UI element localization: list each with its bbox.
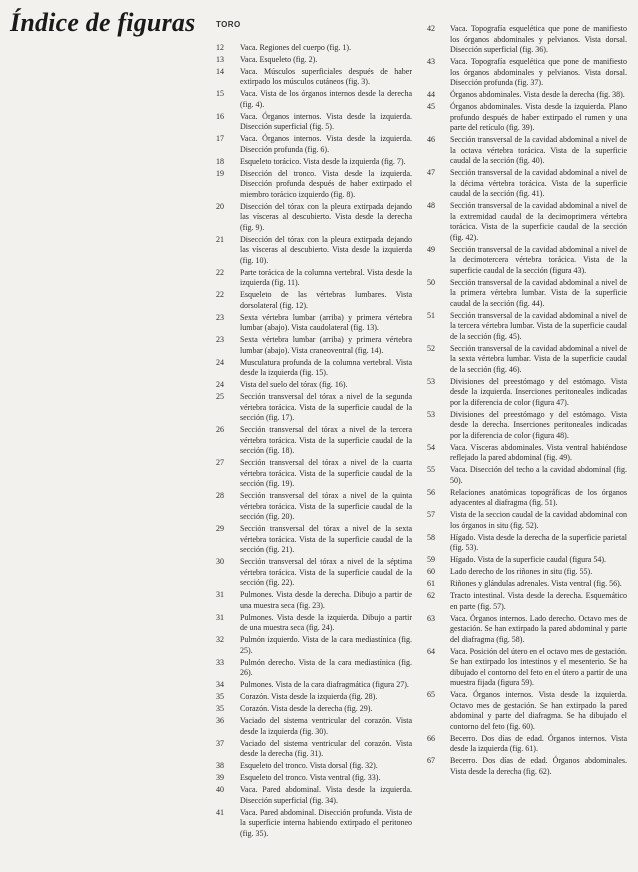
- page-number: 35: [216, 704, 224, 713]
- page-number: 62: [427, 591, 435, 600]
- figure-index-entry: [216, 704, 412, 715]
- figure-index-entry: [427, 488, 627, 509]
- figure-index-entry: [216, 67, 412, 88]
- figure-index-entry: [216, 268, 412, 289]
- page-number: 59: [427, 555, 435, 564]
- figure-caption: Sexta vértebra lumbar (arriba) y primera vértebra lumbar (abajo). Vista craneoventral (fig. 14).: [240, 335, 412, 355]
- figure-caption: Vaca. Órganos internos. Lado derecho. Octavo mes de gestación. Se han extirpado la pared abdominal y parte del diafragma (fig. 58).: [450, 613, 627, 644]
- page-number: 56: [427, 487, 435, 497]
- page-title: Índice de figuras: [10, 8, 196, 37]
- figure-caption: Sección transversal del tórax a nivel de la segunda vértebra torácica. Vista de la superficie caudal de la sección (fig. 17).: [240, 392, 412, 422]
- figure-caption: Relaciones anatómicas topográficas de los órganos adyacentes al diafragma (fig. 51).: [450, 487, 627, 507]
- figure-index-entry: [216, 557, 412, 589]
- figure-index-entry: [216, 290, 412, 311]
- figure-caption: Pulmones. Vista desde la izquierda. Dibujo a partir de una muestra seca (fig. 24).: [240, 612, 412, 632]
- figure-caption: Sección transversal de la cavidad abdominal a nivel de la extremidad caudal de la decimoprimera vértebra torácica. Vista de la superficie caudal de la sección (fig. 42).: [450, 201, 627, 242]
- page-number: 42: [427, 24, 435, 33]
- figure-caption: Vista del suelo del tórax (fig. 16).: [240, 380, 348, 389]
- figure-caption: Esqueleto del tronco. Vista dorsal (fig. 32).: [240, 761, 378, 770]
- figure-caption: Sección transversal del tórax a nivel de la séptima vértebra torácica. Vista de la superficie caudal de la sección (fig. 22).: [240, 557, 412, 587]
- figure-caption: Corazón. Vista desde la izquierda (fig. 28).: [240, 692, 378, 701]
- page-number: 67: [427, 756, 435, 765]
- page-number: 24: [216, 380, 224, 389]
- figure-caption: Divisiones del preestómago y del estómago. Vista desde la derecha. Inserciones peritoneales indicadas por la diferencia de color (figura 48).: [450, 409, 627, 440]
- figure-index-entry: [216, 635, 412, 656]
- figure-index-entry: [427, 278, 627, 310]
- figure-index-entry: [427, 410, 627, 442]
- figure-index-entry: [216, 43, 412, 54]
- page-number: 28: [216, 491, 224, 500]
- page-number: 22: [216, 290, 224, 299]
- page-number: 53: [427, 409, 435, 419]
- right-column: [427, 24, 627, 779]
- figure-index-entry: [216, 590, 412, 611]
- figure-caption: Esqueleto torácico. Vista desde la izquierda (fig. 7).: [240, 156, 406, 166]
- figure-index-entry: [216, 112, 412, 133]
- figure-index-entry: [216, 680, 412, 691]
- figure-caption: Disección del tórax con la pleura extirpada dejando las vísceras al descubierto. Vista desde la derecha (fig. 9).: [240, 201, 412, 232]
- figure-caption: Corazón. Vista desde la derecha (fig. 29).: [240, 704, 373, 713]
- page-number: 34: [216, 680, 224, 689]
- figure-caption: Disección del tórax con la pleura extirpada dejando las vísceras al descubierto. Vista desde la izquierda (fig. 10).: [240, 234, 412, 265]
- figure-caption: Sección transversal de la cavidad abdominal a nivel de la décima vértebra torácica. Vista de la superficie caudal de la sección (fig. 41).: [450, 168, 627, 198]
- figure-index-entry: [427, 344, 627, 376]
- page-number: 66: [427, 733, 435, 743]
- figure-index-entry: [427, 201, 627, 243]
- figure-index-entry: [216, 235, 412, 267]
- figure-index-entry: [427, 90, 627, 101]
- figure-caption: Vaca. Vísceras abdominales. Vista ventral habiéndose reflejado la pared abdominal (fig. 49).: [450, 442, 627, 462]
- page-number: 60: [427, 567, 435, 576]
- figure-index-entry: [427, 102, 627, 134]
- figure-index-entry: [427, 465, 627, 486]
- page-number: 65: [427, 690, 435, 699]
- page-number: 53: [427, 376, 435, 386]
- left-entry-list: [216, 43, 412, 840]
- figure-caption: Órganos abdominales. Vista desde la derecha (fig. 38).: [450, 90, 625, 99]
- figure-index-entry: [216, 202, 412, 234]
- page-number: 48: [427, 201, 435, 210]
- figure-index-entry: [427, 579, 627, 590]
- figure-caption: Vaca. Disección del techo a la cavidad abdominal (fig. 50).: [450, 465, 627, 485]
- figure-caption: Hígado. Vista de la superficie caudal (figura 54).: [450, 555, 606, 564]
- figure-caption: Vista de la seccion caudal de la cavidad abdominal con los órganos in situ (fig. 52).: [450, 510, 627, 530]
- page-number: 38: [216, 761, 224, 770]
- page-number: 57: [427, 510, 435, 519]
- page-number: 41: [216, 807, 224, 817]
- figure-caption: Lado derecho de los riñones in situ (fig. 55).: [450, 567, 593, 576]
- figure-index-entry: [216, 808, 412, 840]
- page-number: 36: [216, 716, 224, 725]
- figure-index-entry: [427, 591, 627, 612]
- page-number: 52: [427, 343, 435, 353]
- figure-index-entry: [216, 785, 412, 806]
- figure-caption: Becerro. Dos días de edad. Órganos abdominales. Vista desde la derecha (fig. 62).: [450, 756, 627, 776]
- figure-caption: Hígado. Vista desde la derecha de la superficie parietal (fig. 53).: [450, 532, 627, 552]
- figure-index-entry: [216, 89, 412, 110]
- page-number: 23: [216, 335, 224, 344]
- figure-caption: Vaca. Pared abdominal. Vista desde la izquierda. Disección superficial (fig. 34).: [240, 785, 412, 805]
- figure-caption: Vaca. Topografía esquelética que pone de manifiesto los órganos abdominales y pelvianos. Vista dorsal. Disección superficial (fig. 36).: [450, 24, 627, 54]
- page-number: 43: [427, 57, 435, 66]
- page-number: 35: [216, 692, 224, 701]
- figure-caption: Sección transversal del tórax a nivel de la sexta vértebra torácica. Vista de la superficie caudal de la sección (fig. 21).: [240, 524, 412, 554]
- figure-caption: Pulmones. Vista de la cara diafragmática (figura 27).: [240, 680, 409, 689]
- figure-caption: Órganos abdominales. Vista desde la izquierda. Plano profundo después de haber extirpado el rumen y una parte del retículo (fig. 39).: [450, 102, 627, 132]
- figure-index-entry: [216, 157, 412, 168]
- page-number: 55: [427, 465, 435, 474]
- page-number: 18: [216, 156, 224, 166]
- figure-index-entry: [427, 443, 627, 464]
- figure-caption: Pulmón izquierdo. Vista de la cara mediastínica (fig. 25).: [240, 635, 412, 655]
- page-number: 30: [216, 557, 224, 566]
- page-number: 21: [216, 234, 224, 244]
- page-number: 25: [216, 392, 224, 401]
- page-number: 20: [216, 201, 224, 211]
- page-number: 31: [216, 612, 224, 622]
- figure-index-entry: [216, 134, 412, 155]
- figure-index-entry: [216, 380, 412, 391]
- figure-caption: Parte torácica de la columna vertebral. Vista desde la izquierda (fig. 11).: [240, 267, 412, 287]
- figure-caption: Disección del tronco. Vista desde la izquierda. Disección profunda después de haber extirpado el miembro torácico izquierdo (fig. 8).: [240, 168, 412, 199]
- figure-caption: Divisiones del preestómago y del estómago. Vista desde la izquierda. Inserciones peritoneales indicadas por la diferencia de color (figura 47).: [450, 376, 627, 407]
- figure-index-entry: [427, 24, 627, 56]
- page-number: 13: [216, 54, 224, 64]
- figure-index-entry: [216, 773, 412, 784]
- page-number: 16: [216, 111, 224, 121]
- page-number: 39: [216, 773, 224, 782]
- page-number: 63: [427, 613, 435, 623]
- page-number: 32: [216, 635, 224, 644]
- figure-caption: Sección transversal de la cavidad abdominal a nivel de la octava vértebra torácica. Vista de la superficie caudal de la sección (fig. 40).: [450, 135, 627, 165]
- page-number: 58: [427, 532, 435, 542]
- figure-caption: Pulmón derecho. Vista de la cara mediastínica (fig. 26).: [240, 657, 412, 677]
- figure-caption: Tracto intestinal. Vista desde la derecha. Esquemático en parte (fig. 57).: [450, 591, 627, 611]
- page-number: 50: [427, 277, 435, 287]
- figure-caption: Vaca. Regiones del cuerpo (fig. 1).: [240, 42, 352, 52]
- page-number: 47: [427, 168, 435, 177]
- figure-index-entry: [216, 761, 412, 772]
- page-number: 64: [427, 646, 435, 656]
- figure-caption: Sección transversal del tórax a nivel de la quinta vértebra torácica. Vista de la superficie caudal de la sección (fig. 20).: [240, 491, 412, 521]
- figure-caption: Sección transversal del tórax a nivel de la cuarta vértebra torácica. Vista de la superficie caudal de la sección (fig. 19).: [240, 458, 412, 488]
- figure-caption: Vaciado del sistema ventricular del corazón. Vista desde la izquierda (fig. 30).: [240, 716, 412, 736]
- figure-caption: Becerro. Dos días de edad. Órganos internos. Vista desde la izquierda (fig. 61).: [450, 733, 627, 753]
- page-number: 12: [216, 42, 224, 52]
- page-number: 46: [427, 135, 435, 144]
- page-number: 24: [216, 357, 224, 367]
- figure-index-entry: [216, 392, 412, 424]
- figure-index-entry: [427, 57, 627, 89]
- figure-index-entry: [427, 647, 627, 689]
- page-number: 40: [216, 785, 224, 794]
- page-number: 33: [216, 657, 224, 667]
- figure-index-entry: [216, 524, 412, 556]
- figure-index-entry: [427, 690, 627, 732]
- figure-index-entry: [427, 734, 627, 755]
- figure-index-entry: [216, 425, 412, 457]
- figure-index-entry: [427, 614, 627, 646]
- figure-index-entry: [427, 245, 627, 277]
- figure-index-entry: [216, 313, 412, 334]
- page-number: 19: [216, 168, 224, 178]
- page-number: 23: [216, 312, 224, 322]
- figure-caption: Vaca. Pared abdominal. Disección profunda. Vista de la superficie interna habiendo extirpado el peritoneo (fig. 35).: [240, 807, 412, 838]
- left-column: [216, 20, 412, 841]
- page-number: 44: [427, 90, 435, 99]
- page-number: 15: [216, 89, 224, 98]
- figure-caption: Vaciado del sistema ventricular del corazón. Vista desde la derecha (fig. 31).: [240, 738, 412, 758]
- page-number: 22: [216, 267, 224, 277]
- figure-caption: Vaca. Músculos superficiales después de haber extirpado los músculos cutáneos (fig. 3).: [240, 66, 412, 86]
- figure-caption: Vaca. Esqueleto (fig. 2).: [240, 54, 318, 64]
- figure-index-entry: [427, 135, 627, 167]
- figure-caption: Sexta vértebra lumbar (arriba) y primera vértebra lumbar (abajo). Vista caudolateral (fig. 13).: [240, 312, 412, 332]
- figure-caption: Riñones y glándulas adrenales. Vista ventral (fig. 56).: [450, 579, 622, 588]
- figure-index-entry: [427, 533, 627, 554]
- figure-caption: Vaca. Órganos internos. Vista desde la izquierda. Disección superficial (fig. 5).: [240, 111, 412, 131]
- figure-caption: Sección transversal de la cavidad abdominal a nivel de la primera vértebra lumbar. Vista de la superficie caudal de la sección (fig. 44).: [450, 277, 627, 308]
- figure-index-entry: [216, 692, 412, 703]
- section-heading: TORO: [216, 20, 241, 29]
- figure-index-entry: [216, 335, 412, 356]
- figure-index-entry: [427, 311, 627, 343]
- page-number: 61: [427, 579, 435, 588]
- figure-caption: Sección transversal de la cavidad abdominal a nivel de la tercera vértebra lumbar. Vista de la superficie caudal de la sección (fig. 45).: [450, 310, 627, 341]
- figure-index-entry: [427, 567, 627, 578]
- figure-index-entry: [427, 555, 627, 566]
- page-number: 37: [216, 738, 224, 748]
- page-number: 51: [427, 310, 435, 320]
- figure-caption: Esqueleto de las vértebras lumbares. Vista dorsolateral (fig. 12).: [240, 290, 412, 310]
- figure-caption: Sección transversal de la cavidad abdominal a nivel de la decimotercera vértebra torácica. Vista de la superficie caudal de la sección (figura 43).: [450, 244, 627, 275]
- figure-index-entry: [216, 458, 412, 490]
- figure-index-entry: [427, 377, 627, 409]
- page-number: 14: [216, 66, 224, 76]
- figure-caption: Sección transversal del tórax a nivel de la tercera vértebra torácica. Vista de la superficie caudal de la sección (fig. 18).: [240, 425, 412, 455]
- figure-index-entry: [427, 510, 627, 531]
- figure-caption: Vaca. Vista de los órganos internos desde la derecha (fig. 4).: [240, 89, 412, 109]
- figure-index-entry: [216, 358, 412, 379]
- page-number: 49: [427, 244, 435, 254]
- figure-caption: Vaca. Órganos internos. Vista desde la izquierda. Octavo mes de gestación. Se han extirpado la pared abdominal y parte del diafragma. Se ha dibujado el contorno del feto (fig. 60).: [450, 690, 627, 731]
- figure-caption: Vaca. Órganos internos. Vista desde la izquierda. Disección profunda (fig. 6).: [240, 134, 412, 154]
- figure-caption: Vaca. Posición del útero en el octavo mes de gestación. Se han extirpado los intestinos y el mesenterio. Se ha dibujado el contorno del feto en el útero a partir de una muestra fijada (figura 59).: [450, 646, 627, 687]
- figure-caption: Sección transversal de la cavidad abdominal a nivel de la sexta vértebra lumbar. Vista de la superficie caudal de la sección (fig. 46).: [450, 343, 627, 374]
- figure-caption: Esqueleto del tronco. Vista ventral (fig. 33).: [240, 773, 381, 782]
- figure-caption: Pulmones. Vista desde la derecha. Dibujo a partir de una muestra seca (fig. 23).: [240, 590, 412, 610]
- figure-index-entry: [427, 168, 627, 200]
- page-number: 31: [216, 590, 224, 599]
- page-number: 45: [427, 102, 435, 111]
- figure-caption: Musculatura profunda de la columna vertebral. Vista desde la izquierda (fig. 15).: [240, 357, 412, 377]
- figure-index-entry: [216, 739, 412, 760]
- page-number: 29: [216, 524, 224, 533]
- figure-index-entry: [216, 658, 412, 679]
- page-number: 17: [216, 134, 224, 143]
- figure-index-entry: [216, 613, 412, 634]
- page-number: 54: [427, 442, 435, 452]
- figure-caption: Vaca. Topografía esquelética que pone de manifiesto los órganos abdominales y pelvianos. Vista dorsal. Disección profunda (fig. 37).: [450, 57, 627, 87]
- figure-index-entry: [216, 716, 412, 737]
- figure-index-entry: [216, 491, 412, 523]
- right-entry-list: [427, 24, 627, 777]
- figure-index-entry: [427, 756, 627, 777]
- page-number: 26: [216, 425, 224, 434]
- page-number: 27: [216, 458, 224, 467]
- figure-index-entry: [216, 169, 412, 201]
- figure-index-entry: [216, 55, 412, 66]
